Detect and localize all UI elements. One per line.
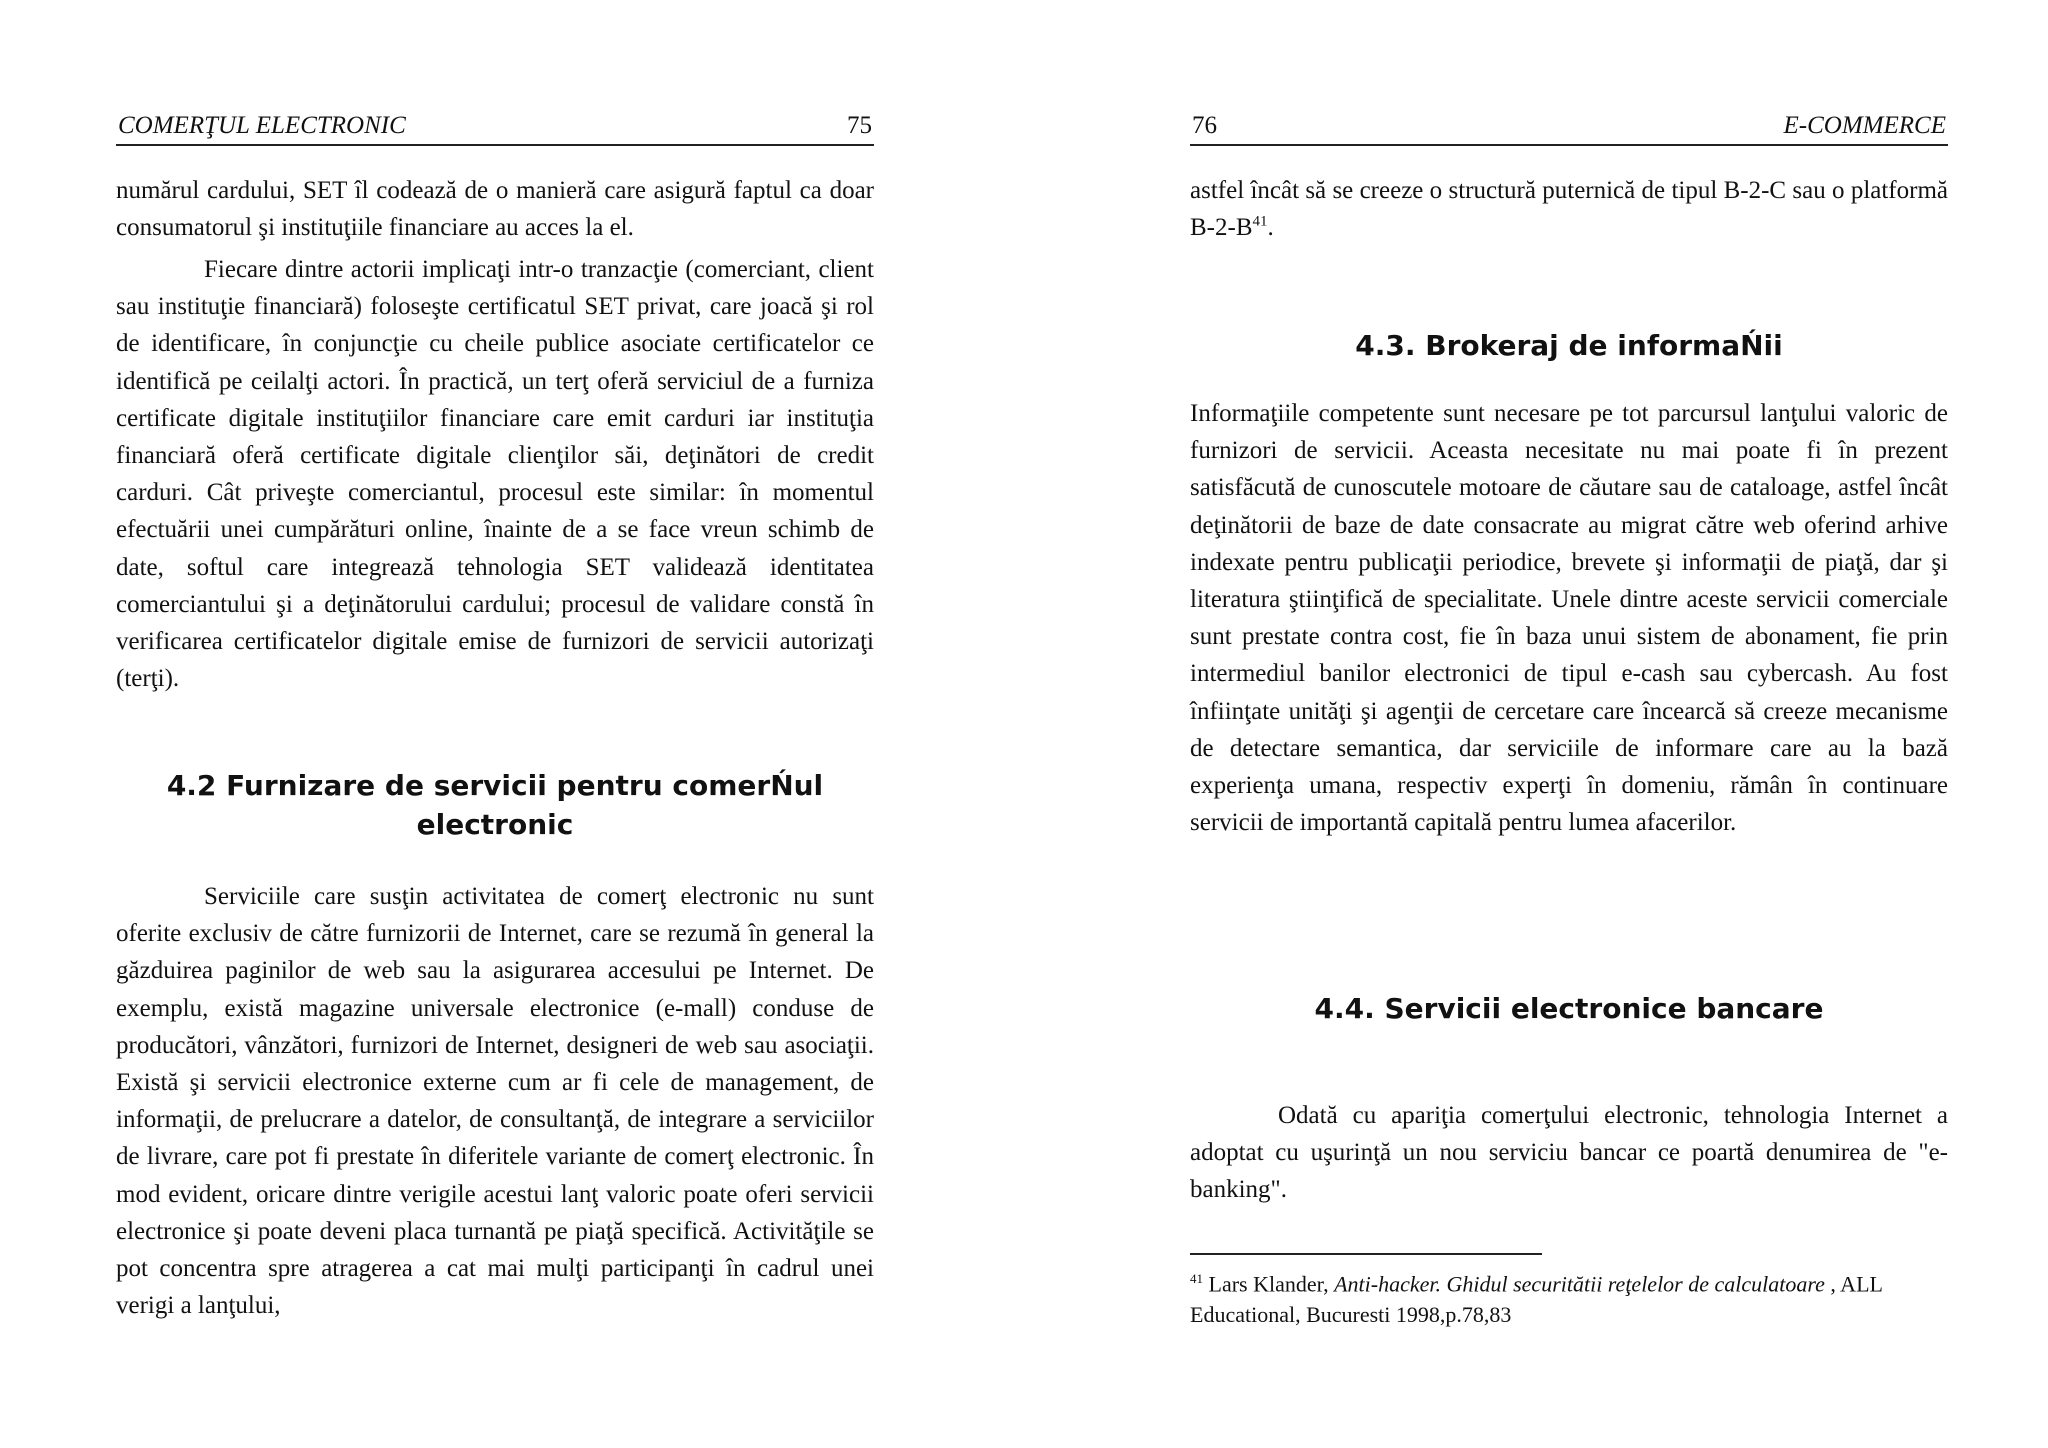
section-heading-4-4: 4.4. Servicii electronice bancare xyxy=(1314,992,1824,1025)
footnote-title: Anti-hacker. Ghidul securitătii reţelelor de calculatoare xyxy=(1334,1271,1825,1297)
right-paragraph-intro xyxy=(1190,172,1948,246)
section-heading-4-3: 4.3. Brokeraj de informaŃii xyxy=(1355,329,1783,362)
right-header-title: E-COMMERCE xyxy=(1783,112,1946,139)
footnote-separator xyxy=(1190,1253,1542,1255)
left-paragraph-2: Fiecare dintre actorii implicaţi intr-o tranzacţie (comerciant, client sau instituţie financiară) foloseşte certificatul SET privat, care joacă şi rol de identificare, în conjuncţie cu cheile publice asociate certificatelor ce identifică pe ceilalţi actori. În practică, un terţ oferă serviciul de a furniza certificate digitale instituţiilor financiare care emit carduri iar instituţia financiară oferă certificate digitale clienţilor săi, deţinători de credit carduri. Cât priveşte comerciantul, procesul este similar: în momentul efectuării unei cumpărături online, înainte de a se face vreun schimb de date, softul care integrează tehnologia SET validează identitatea comerciantului şi a deţinătorului cardului; procesul de validare constă în verificarea certificatelor digitale emise de furnizori de servicii autorizaţi (terţi). xyxy=(116,256,874,693)
footnote-number: 41 xyxy=(1190,1271,1203,1286)
right-running-header xyxy=(1190,108,1948,146)
left-header-title: COMERŢUL ELECTRONIC xyxy=(118,112,406,139)
section-heading-4-2 xyxy=(116,766,874,844)
left-page xyxy=(116,0,874,1448)
section-heading-4-2-line-1: 4.2 Furnizare de servicii pentru comerŃul xyxy=(166,769,824,802)
right-paragraph-intro-text: astfel încât să se creeze o structură puternică de tipul B-2-C sau o platformă B-2-B xyxy=(1190,177,1948,242)
right-page xyxy=(1190,0,1948,1448)
right-page-number: 76 xyxy=(1192,112,1217,139)
footnote-publication: , ALL Educational, Bucuresti 1998,p.78,83 xyxy=(1190,1271,1883,1328)
footnote-41 xyxy=(1190,1263,1948,1330)
left-running-header xyxy=(116,108,874,146)
footnote-author: Lars Klander, xyxy=(1203,1271,1335,1297)
left-paragraph-3: Serviciile care susţin activitatea de comerţ electronic nu sunt oferite exclusiv de către furnizorii de Internet, care se rezumă în general la găzduirea paginilor de web sau la asigurarea accesului pe Internet. De exemplu, există magazine universale electronice (e-mall) conduse de producători, vânzători, furnizori de Internet, designeri de web sau asociaţii. Există şi servicii electronice externe cum ar fi cele de management, de informaţii, de prelucrare a datelor, de consultanţă, de integrare a serviciilor de livrare, care pot fi prestate în diferitele variante de comerţ electronic. În mod evident, oricare dintre verigile acestui lanţ valoric poate oferi servicii electronice şi poate deveni placa turnantă pe piaţă specifică. Activităţile se pot concentra spre atragerea a cat mai mulţi participanţi în cadrul unei verigi a lanţului, xyxy=(116,883,874,1320)
left-paragraph-1: numărul cardului, SET îl codează de o manieră care asigură faptul ca doar consumatorul şi instituţiile financiare au acces la el. xyxy=(116,177,874,242)
footnote-reference-41: 41 xyxy=(1252,213,1268,230)
left-page-number: 75 xyxy=(847,112,872,139)
right-paragraph-intro-end: . xyxy=(1267,214,1274,242)
right-paragraph-1: Informaţiile competente sunt necesare pe tot parcursul lanţului valoric de furnizori de servicii. Aceasta necesitate nu mai poate fi în prezent satisfăcută de cunoscutele motoare de căutare sau de cataloage, astfel încât deţinătorii de baze de date consacrate au migrat către web oferind arhive indexate pentru publicaţii periodice, brevete şi informaţii de piaţă, dar şi literatura ştiinţifică de specialitate. Unele dintre aceste servicii comerciale sunt prestate contra cost, fie în baza unui sistem de abonament, fie prin intermediul banilor electronici de tipul e-cash sau cybercash. Au fost înfiinţate unităţi şi agenţii de cercetare care încearcă să creeze mecanisme de detectare semantica, dar serviciile de informare care au la bază experienţa umana, respectiv experţi în domeniu, rămân în continuare servicii de importantă capitală pentru lumea afacerilor. xyxy=(1190,400,1948,837)
right-paragraph-2: Odată cu apariţia comerţului electronic, tehnologia Internet a adoptat cu uşurinţă un nou serviciu bancar ce poartă denumirea de "e-banking". xyxy=(1190,1102,1948,1204)
section-heading-4-2-line-2: electronic xyxy=(416,808,574,841)
